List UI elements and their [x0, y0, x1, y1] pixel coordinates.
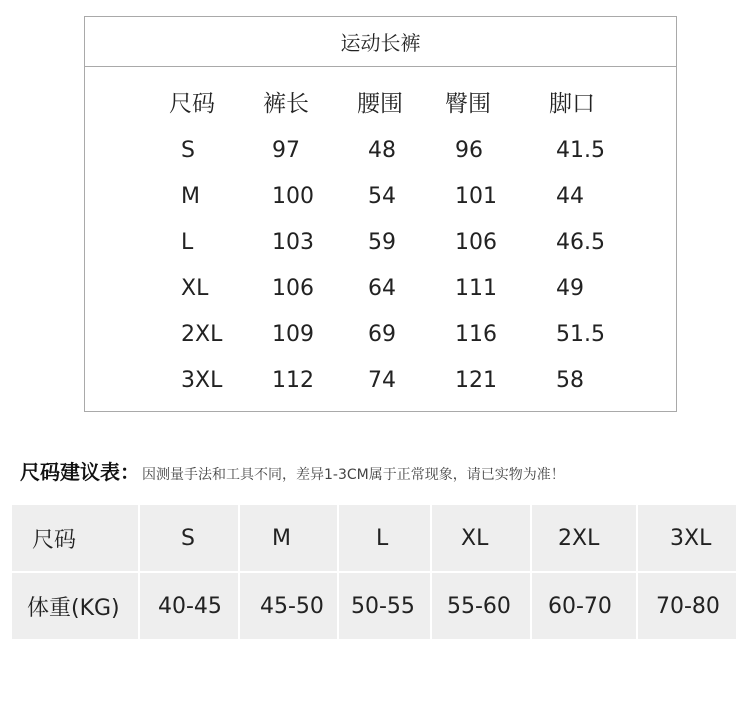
table-cell-waist: 69: [368, 322, 396, 347]
size-chart-title: 运动长裤: [85, 17, 676, 67]
header-hip: 臀围: [445, 91, 491, 117]
rec-weight-cell: 60-70: [548, 593, 612, 619]
row-label-weight: 体重(KG): [27, 595, 120, 621]
table-cell-length: 97: [272, 138, 300, 163]
table-cell-size: 3XL: [181, 368, 223, 393]
measurement-note: 因测量手法和工具不同，差异1-3CM属于正常现象，请已实物为准！: [142, 467, 565, 483]
header-hem: 脚口: [549, 91, 595, 117]
table-cell-waist: 54: [368, 184, 396, 209]
table-cell-size: M: [181, 184, 200, 209]
rec-size-cell: 3XL: [670, 525, 712, 551]
table-cell-size: 2XL: [181, 322, 223, 347]
header-size: 尺码: [169, 91, 215, 117]
table-cell-waist: 74: [368, 368, 396, 393]
table-cell-length: 106: [272, 276, 314, 301]
row-label-size: 尺码: [32, 527, 77, 553]
rec-weight-cell: 45-50: [260, 593, 324, 619]
rec-size-cell: M: [272, 525, 291, 551]
table-cell-size: L: [181, 230, 194, 255]
table-cell-hip: 116: [455, 322, 497, 347]
table-cell-hip: 121: [455, 368, 497, 393]
table-cell-size: S: [181, 138, 195, 163]
table-cell-waist: 48: [368, 138, 396, 163]
table-cell-length: 112: [272, 368, 314, 393]
rec-size-cell: XL: [461, 525, 489, 551]
table-cell-waist: 64: [368, 276, 396, 301]
table-cell-hem: 58: [556, 368, 584, 393]
size-recommendation-heading: [20, 456, 565, 485]
rec-size-cell: S: [181, 525, 195, 551]
table-cell-hip: 106: [455, 230, 497, 255]
table-cell-hem: 49: [556, 276, 584, 301]
table-cell-hip: 96: [455, 138, 483, 163]
rec-weight-cell: 50-55: [351, 593, 415, 619]
table-cell-hem: 44: [556, 184, 584, 209]
table-row-weights: [12, 573, 736, 639]
table-cell-hem: 51.5: [556, 322, 605, 347]
rec-weight-cell: 55-60: [447, 593, 511, 619]
rec-size-cell: L: [376, 525, 389, 551]
table-cell-size: XL: [181, 276, 209, 301]
header-waist: 腰围: [357, 91, 403, 117]
header-length: 裤长: [263, 91, 309, 117]
recommendation-label: 尺码建议表：: [20, 460, 140, 484]
table-cell-hip: 111: [455, 276, 497, 301]
table-cell-length: 103: [272, 230, 314, 255]
table-cell-waist: 59: [368, 230, 396, 255]
rec-weight-cell: 70-80: [656, 593, 720, 619]
table-cell-hip: 101: [455, 184, 497, 209]
table-cell-hem: 41.5: [556, 138, 605, 163]
rec-weight-cell: 40-45: [158, 593, 222, 619]
table-cell-length: 109: [272, 322, 314, 347]
table-cell-length: 100: [272, 184, 314, 209]
size-chart-box: [84, 16, 677, 412]
table-row-sizes: [12, 505, 736, 571]
table-cell-hem: 46.5: [556, 230, 605, 255]
rec-size-cell: 2XL: [558, 525, 600, 551]
